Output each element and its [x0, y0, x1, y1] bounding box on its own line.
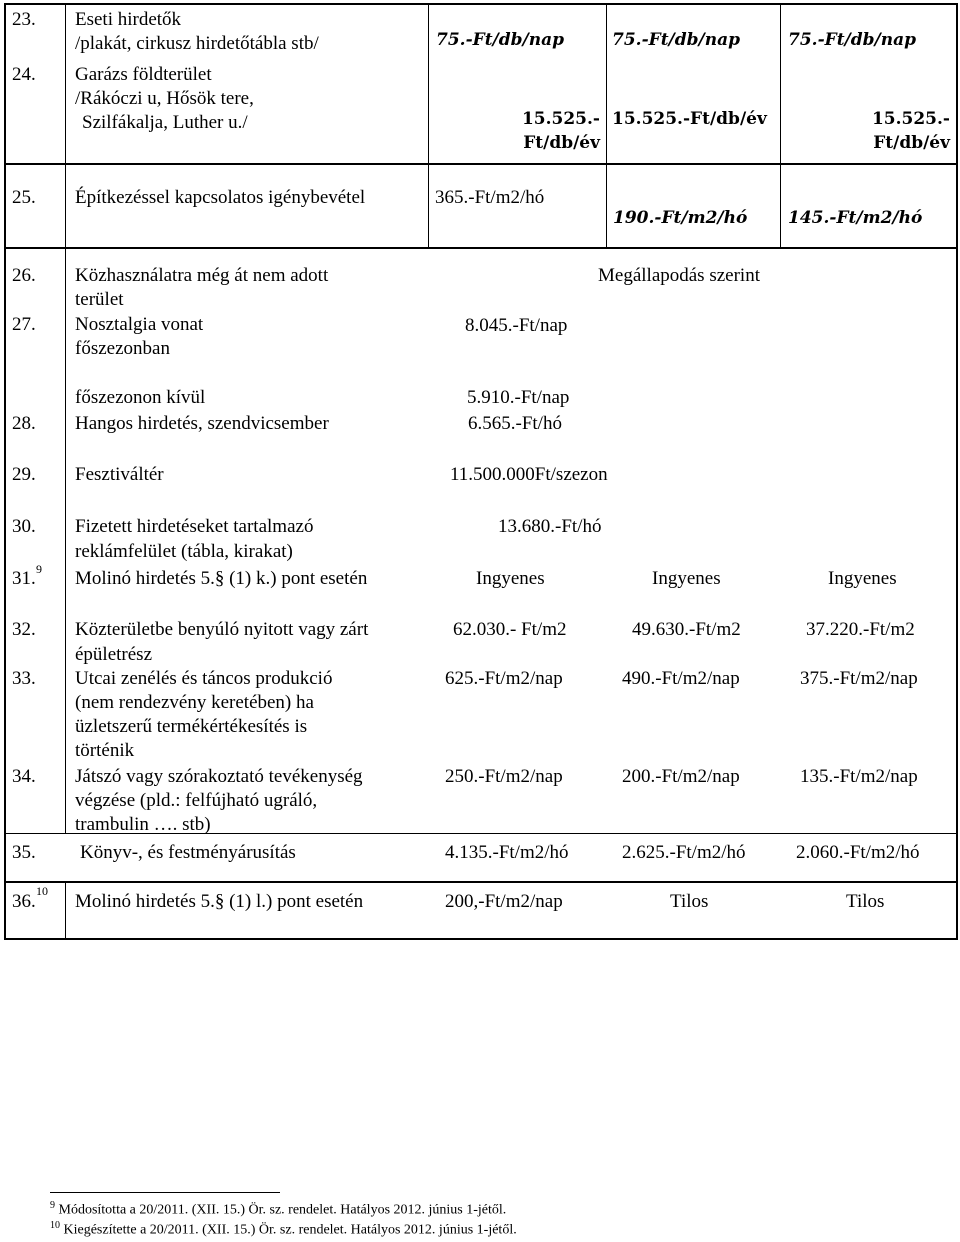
row-29-number: 29. [12, 464, 36, 485]
row-26-label-detail: terület [75, 289, 124, 310]
row-36-footnote-mark: 10 [36, 884, 48, 898]
table-border-top [4, 3, 958, 5]
row-divider-35-36 [4, 881, 958, 883]
row-24-label-detail-1: /Rákóczi u, Hősök tere, [75, 88, 254, 109]
row-26-label: Közhasználatra még át nem adott [75, 265, 329, 286]
row-29-label: Fesztiváltér [75, 464, 164, 485]
footnote-separator [50, 1192, 280, 1193]
row-35-value-1: 4.135.-Ft/m2/hó [445, 842, 569, 863]
row-divider-25-26 [4, 247, 958, 249]
row-31-value-3: Ingyenes [828, 568, 897, 589]
row-33-label-detail-2: üzletszerű termékértékesítés is [75, 716, 308, 737]
footnote-10-text: Kiegészítette a 20/2011. (XII. 15.) Ör. sz. rendelet. Hatályos 2012. június 1-jétől. [60, 1222, 517, 1238]
table-border-left [4, 3, 6, 940]
column-divider-v1 [606, 3, 607, 248]
row-27-number: 27. [12, 314, 36, 335]
row-32-value-3: 37.220.-Ft/m2 [806, 619, 915, 640]
footnote-10 [50, 1218, 517, 1239]
row-23-label: Eseti hirdetők [75, 9, 182, 30]
row-23-value-2: 75.-Ft/db/nap [612, 30, 741, 50]
column-divider-label [428, 3, 429, 248]
row-26-number: 26. [12, 265, 36, 286]
row-33-label-detail-1: (nem rendezvény keretében) ha [75, 692, 314, 713]
row-36-number: 36. [12, 891, 36, 912]
row-29-value: 11.500.000Ft/szezon [450, 464, 608, 485]
row-33-value-2: 490.-Ft/m2/nap [622, 668, 740, 689]
row-25-value-2: 190.-Ft/m2/hó [613, 208, 748, 228]
row-28-number: 28. [12, 413, 36, 434]
row-35-label: Könyv-, és festményárusítás [80, 842, 296, 863]
row-34-number: 34. [12, 766, 36, 787]
row-32-label-detail: épületrész [75, 644, 153, 665]
row-35-number: 35. [12, 842, 36, 863]
row-27-label-peak: főszezonban [75, 338, 170, 359]
row-28-value: 6.565.-Ft/hó [468, 413, 562, 434]
row-31-footnote-mark: 9 [36, 562, 42, 576]
row-25-value-3: 145.-Ft/m2/hó [788, 208, 923, 228]
table-border-bottom [4, 938, 958, 940]
row-36-value-3: Tilos [846, 891, 885, 912]
row-24-value-2: 15.525.-Ft/db/év [612, 109, 767, 129]
row-32-label: Közterületbe benyúló nyitott vagy zárt [75, 619, 369, 640]
row-23-number: 23. [12, 9, 36, 30]
row-32-value-2: 49.630.-Ft/m2 [632, 619, 741, 640]
footnote-9 [50, 1198, 506, 1219]
row-30-number: 30. [12, 516, 36, 537]
row-24-value-3-line-1: 15.525.- [871, 109, 950, 129]
row-30-label-detail: reklámfelület (tábla, kirakat) [75, 541, 293, 562]
footnote-10-mark: 10 [50, 1220, 60, 1231]
row-28-label: Hangos hirdetés, szendvicsember [75, 413, 329, 434]
row-35-value-2: 2.625.-Ft/m2/hó [622, 842, 746, 863]
row-33-label-detail-3: történik [75, 740, 135, 761]
row-30-label: Fizetett hirdetéseket tartalmazó [75, 516, 314, 537]
row-34-label-detail-2: trambulin …. stb) [75, 814, 211, 835]
column-divider-v2 [780, 3, 781, 248]
row-24-value-1-line-2: Ft/db/év [523, 133, 600, 153]
row-36-value-2: Tilos [670, 891, 709, 912]
row-33-value-3: 375.-Ft/m2/nap [800, 668, 918, 689]
row-31-label: Molinó hirdetés 5.§ (1) k.) pont esetén [75, 568, 368, 589]
row-36-value-1: 200,-Ft/m2/nap [445, 891, 563, 912]
column-divider-num-lower [65, 882, 66, 938]
row-24-number: 24. [12, 64, 36, 85]
row-25-value-1: 365.-Ft/m2/hó [435, 187, 545, 208]
row-31-number: 31. [12, 568, 36, 589]
row-30-value: 13.680.-Ft/hó [498, 516, 602, 537]
row-25-number: 25. [12, 187, 36, 208]
row-31-value-2: Ingyenes [652, 568, 721, 589]
row-23-label-detail: /plakát, cirkusz hirdetőtábla stb/ [75, 33, 319, 54]
row-24-value-1-line-1: 15.525.- [521, 109, 600, 129]
row-36-label: Molinó hirdetés 5.§ (1) l.) pont esetén [75, 891, 364, 912]
row-23-value-1: 75.-Ft/db/nap [436, 30, 565, 50]
row-27-label-offpeak: főszezonon kívül [75, 387, 206, 408]
row-24-value-3-line-2: Ft/db/év [873, 133, 950, 153]
row-31-value-1: Ingyenes [476, 568, 545, 589]
row-35-value-3: 2.060.-Ft/m2/hó [796, 842, 920, 863]
row-34-value-2: 200.-Ft/m2/nap [622, 766, 740, 787]
row-33-label: Utcai zenélés és táncos produkció [75, 668, 333, 689]
table-border-right [956, 3, 958, 940]
row-33-number: 33. [12, 668, 36, 689]
row-26-value: Megállapodás szerint [598, 265, 760, 286]
row-32-value-1: 62.030.- Ft/m2 [453, 619, 567, 640]
row-27-value-peak: 8.045.-Ft/nap [465, 315, 568, 336]
row-32-number: 32. [12, 619, 36, 640]
footnote-9-text: Módosította a 20/2011. (XII. 15.) Ör. sz. rendelet. Hatályos 2012. június 1-jétől. [55, 1202, 507, 1218]
row-34-value-3: 135.-Ft/m2/nap [800, 766, 918, 787]
row-23-value-3: 75.-Ft/db/nap [788, 30, 917, 50]
row-25-label: Építkezéssel kapcsolatos igénybevétel [75, 187, 366, 208]
row-34-label-detail-1: végzése (pld.: felfújható ugráló, [75, 790, 318, 811]
row-27-label: Nosztalgia vonat [75, 314, 204, 335]
row-27-value-offpeak: 5.910.-Ft/nap [467, 387, 570, 408]
column-divider-num [65, 3, 66, 833]
footnote-9-mark: 9 [50, 1200, 55, 1211]
row-33-value-1: 625.-Ft/m2/nap [445, 668, 563, 689]
row-divider-24-25 [4, 163, 958, 165]
row-24-label: Garázs földterület [75, 64, 212, 85]
row-34-value-1: 250.-Ft/m2/nap [445, 766, 563, 787]
row-34-label: Játszó vagy szórakoztató tevékenység [75, 766, 363, 787]
row-24-label-detail-2: Szilfákalja, Luther u./ [82, 112, 248, 133]
